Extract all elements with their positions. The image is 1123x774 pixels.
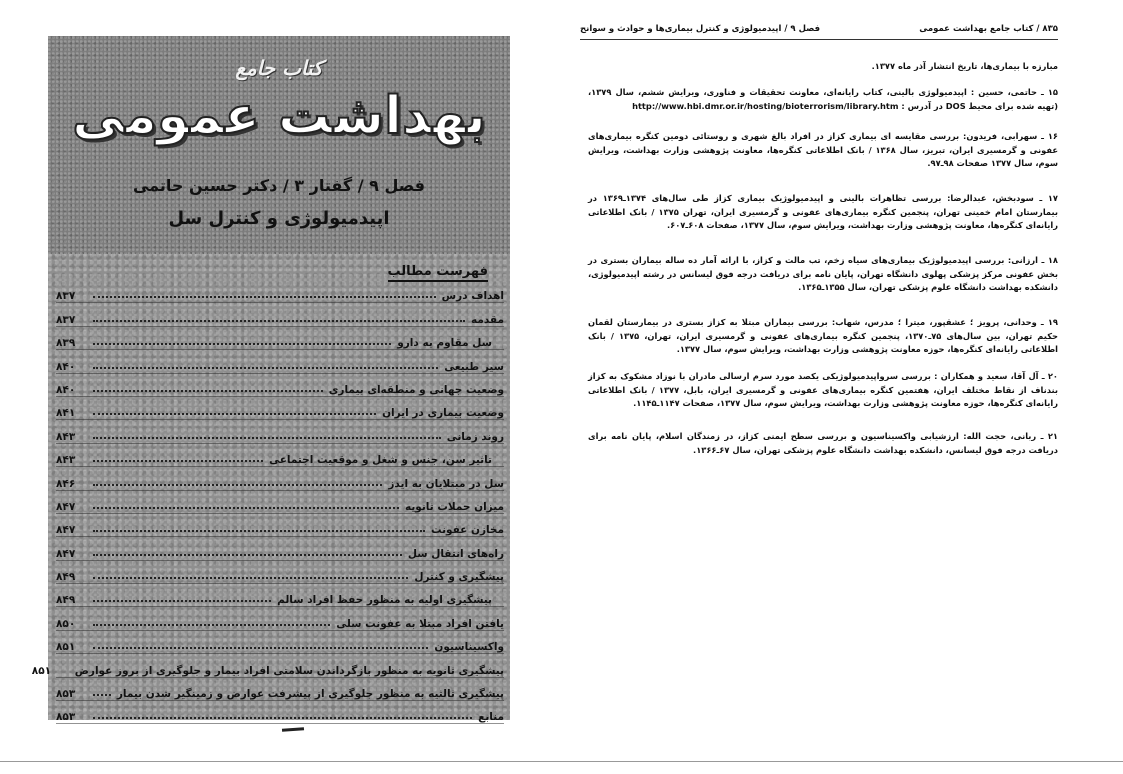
toc-entry-label: وضعیت بیماری در ایران [382, 407, 504, 420]
toc-entry [56, 561, 504, 584]
reference-19: ۱۹ ـ وحدانی، پرویز ؛ عشقپور، میترا ؛ مدرس، شهاب: بررسی بیماران مبتلا به کزاز بستری در بیمارستان لقمان حکیم تهران، بین سال‌های ۷۵ـ۱۳۷۰، پنجمین کنگره بیماری‌های عفونی و گرمسیری ایران، تهران، ۱۳۷۵ / بانک اطلاعاتی رایانه‌ای کنگره‌ها، حوزه معاونت پژوهشی وزارت بهداشت، ویرایش سوم، سال ۱۳۷۷. [588, 317, 1058, 355]
toc-entry [56, 584, 504, 607]
right-page-references [580, 22, 1058, 742]
pen-mark [282, 727, 304, 732]
toc-leader-dots [93, 483, 382, 486]
toc-leader-dots [93, 623, 330, 626]
chapter-line: فصل ۹ / گفتار ۳ / دکتر حسین حاتمی [132, 176, 426, 195]
toc-leader-dots [93, 716, 472, 719]
toc-entry [56, 303, 504, 326]
toc-entry-label: مقدمه [471, 313, 504, 326]
toc-entry-label: پیشگیری ثانویه به منظور بازگرداندن سلامتی افراد بیمار و جلوگیری از بروز عوارض [74, 664, 504, 677]
toc-entry-page: ۸۴۰ [56, 383, 76, 396]
toc-entry-label: پیشگیری و کنترل [414, 571, 504, 584]
toc-entry-page: ۸۴۹ [56, 594, 76, 607]
toc-leader-dots [93, 459, 263, 462]
toc-entry [56, 280, 504, 303]
toc-entry-label: سل در مبتلایان به ایدز [388, 477, 504, 490]
toc-leader-dots [93, 693, 111, 696]
toc-entry-page: ۸۳۹ [56, 337, 76, 350]
chapter-topic: اپیدمیولوژی و کنترل سل [168, 208, 390, 229]
reference-15: ۱۵ ـ حاتمی، حسین : اپیدمیولوژی بالینی، کتاب رایانه‌ای، معاونت تحقیقات و فناوری، ویرایش ششم، سال ۱۳۷۹، (تهیه شده برای محیط DOS در آدرس : http://www.hbi.dmr.or.ir/hosting/bioterrorism/library.htm [588, 87, 1058, 111]
toc-entry-label: راه‌های انتقال سل [407, 547, 504, 560]
toc-entry-page: ۸۳۷ [56, 313, 76, 326]
toc-entry-page: ۸۴۶ [56, 477, 76, 490]
bottom-rule [0, 761, 1123, 762]
toc-entry-label: روند زمانی [446, 430, 504, 443]
toc-entry [56, 467, 504, 490]
toc-entry [56, 420, 504, 443]
running-head-chapter: فصل ۹ / اپیدمیولوژی و کنترل بیماری‌ها و حوادث و سوانح [580, 24, 821, 34]
toc-entry-page: ۸۴۷ [56, 500, 76, 513]
toc-entry-page: ۸۴۷ [56, 524, 76, 537]
toc-entry-page: ۸۴۰ [56, 360, 76, 373]
toc-entry [56, 701, 504, 724]
toc-entry [56, 537, 504, 560]
toc-entry-page: ۸۵۳ [56, 688, 76, 701]
reference-17: ۱۷ ـ سودبخش، عبدالرضا: بررسی تظاهرات بالینی و اپیدمیولوژیک بیماری کزاز طی سال‌های ۱۳۷۴ـ۱۳۶۹ در بیمارستان امام خمینی تهران، پنجمین کنگره بیماری‌های عفونی و گرمسیری ایران، تهران ۱۳۷۵ / بانک اطلاعاتی رایانه‌ای کنگره‌ها، معاونت پژوهشی وزارت بهداشت، ویرایش سوم، سال ۱۳۷۷، صفحات ۶۰۸ـ۶۰۷. [588, 193, 1058, 231]
toc-entry-page: ۸۴۳ [56, 454, 76, 467]
toc-entry-label: وضعیت جهانی و منطقه‌ای بیماری [328, 383, 504, 396]
toc-entry-page: ۸۵۳ [56, 711, 76, 724]
toc-leader-dots [93, 646, 428, 649]
toc-entry-label: مخازن عفونت [430, 524, 504, 537]
toc-leader-dots [93, 506, 399, 509]
toc-entry [56, 327, 504, 350]
toc-entry-label: میزان حملات ثانویه [404, 500, 504, 513]
toc-leader-dots [93, 436, 441, 439]
toc-entry [56, 444, 504, 467]
toc-leader-dots [93, 576, 408, 579]
toc-entry [56, 374, 504, 397]
toc-leader-dots [93, 553, 402, 556]
toc-leader-dots [93, 412, 376, 415]
toc-entry [56, 678, 504, 701]
reference-18: ۱۸ ـ ارزانی: بررسی اپیدمیولوژیک بیماری‌های سیاه زخم، تب مالت و کزاز، با ارائه آمار ده ساله بیماران بستری در بخش عفونی مرکز پزشکی پهلوی دانشگاه تهران، پایان نامه برای دریافت درجه فوق لیسانس در رشته اپیدمیولوژی، دانشکده بهداشت دانشگاه علوم پزشکی تهران، سال ۱۳۵۵ـ۱۳۶۵. [588, 255, 1058, 293]
toc-leader-dots [93, 342, 391, 345]
toc-entry-label: پیشگیری ثالثیه به منظور جلوگیری از پیشرفت عوارض و زمینگیر شدن بیمار [116, 688, 504, 701]
toc-entry [56, 514, 504, 537]
toc-entry-page: ۸۳۷ [56, 290, 76, 303]
toc-entry-label: تاثیر سن، جنس و شغل و موقعیت اجتماعی [269, 454, 492, 467]
toc-entry [56, 631, 504, 654]
toc-entry-label: واکسیناسیون [434, 641, 504, 654]
left-page-cover [31, 36, 510, 724]
toc-entry [56, 607, 504, 630]
cover-title: بهداشت عمومی [72, 86, 486, 146]
toc-entry-label: سیر طبیعی [444, 360, 504, 373]
toc-entry-page: ۸۴۹ [56, 571, 76, 584]
toc-leader-dots [93, 389, 323, 392]
toc-entry [56, 397, 504, 420]
running-head [580, 22, 1058, 40]
reference-20: ۲۰ ـ آل آقا، سعید و همکاران : بررسی سرواپیدمیولوژیکی یکصد مورد سرم ارسالی مادران با نوزاد مشکوک به کزاز بندناف از نقاط مختلف ایران، هفتمین کنگره بیماری‌های عفونی و گرمسیری ایران، بابل، ۱۳۷۷ / بانک اطلاعاتی رایانه‌ای کنگره‌ها، حوزه معاونت پژوهشی وزارت بهداشت، ویرایش سوم، سال ۱۳۷۷، صفحات ۱۱۴۷ـ۱۱۴۵. [588, 371, 1058, 409]
toc-entry-page: ۸۵۱ [31, 664, 52, 677]
reference-21: ۲۱ ـ ربانی، حجت الله: ارزشیابی واکسیناسیون و بررسی سطح ایمنی کزاز، در زمندگان اسلام، پایان نامه برای دریافت درجه فوق لیسانس، دانشکده بهداشت دانشگاه علوم پزشکی تهران، سال ۶۷ـ۱۳۶۶. [588, 431, 1058, 455]
toc-entry [56, 491, 504, 514]
reference-continuation: مبارزه با بیماری‌ها، تاریخ انتشار آذر ماه ۱۳۷۷. [871, 61, 1058, 71]
toc-entry-label: یافتن افراد مبتلا به عفونت سلی [336, 617, 504, 630]
toc-leader-dots [93, 366, 438, 369]
toc-entry [31, 654, 504, 677]
toc-entry-page: ۸۴۷ [56, 547, 76, 560]
toc-entry-label: سل مقاوم به دارو [397, 337, 492, 350]
toc-entry-page: ۸۵۱ [56, 641, 76, 654]
toc-leader-dots [93, 319, 465, 322]
cover-subtitle: کتاب جامع [235, 56, 323, 80]
toc-leader-dots [93, 295, 436, 298]
toc-list [31, 280, 504, 724]
cover-header [48, 36, 510, 254]
running-head-page-title: ۸۳۵ / کتاب جامع بهداشت عمومی [919, 24, 1058, 34]
toc-title: فهرست مطالب [388, 264, 489, 282]
toc-entry-label: اهداف درس [441, 290, 504, 303]
toc-entry-label: منابع [478, 711, 504, 724]
toc-entry-page: ۸۵۰ [56, 617, 76, 630]
toc-entry-page: ۸۴۳ [56, 430, 76, 443]
toc-entry-label: پیشگیری اولیه به منظور حفظ افراد سالم [277, 594, 492, 607]
reference-16: ۱۶ ـ سهرابی، فریدون: بررسی مقایسه ای بیماری کزاز در افراد بالغ شهری و روستائی دومین کنگره بیماری‌های عفونی و گرمسیری ایران، تبریز، سال ۱۳۶۸ / بانک اطلاعاتی کنگره‌ها، معاونت پژوهشی وزارت بهداشت، ویرایش سوم، سال ۱۳۷۷ صفحات ۹۸ـ۹۷. [588, 131, 1058, 169]
toc-leader-dots [93, 529, 425, 532]
toc-entry-page: ۸۴۱ [56, 407, 76, 420]
toc-leader-dots [93, 599, 271, 602]
toc-entry [56, 350, 504, 373]
